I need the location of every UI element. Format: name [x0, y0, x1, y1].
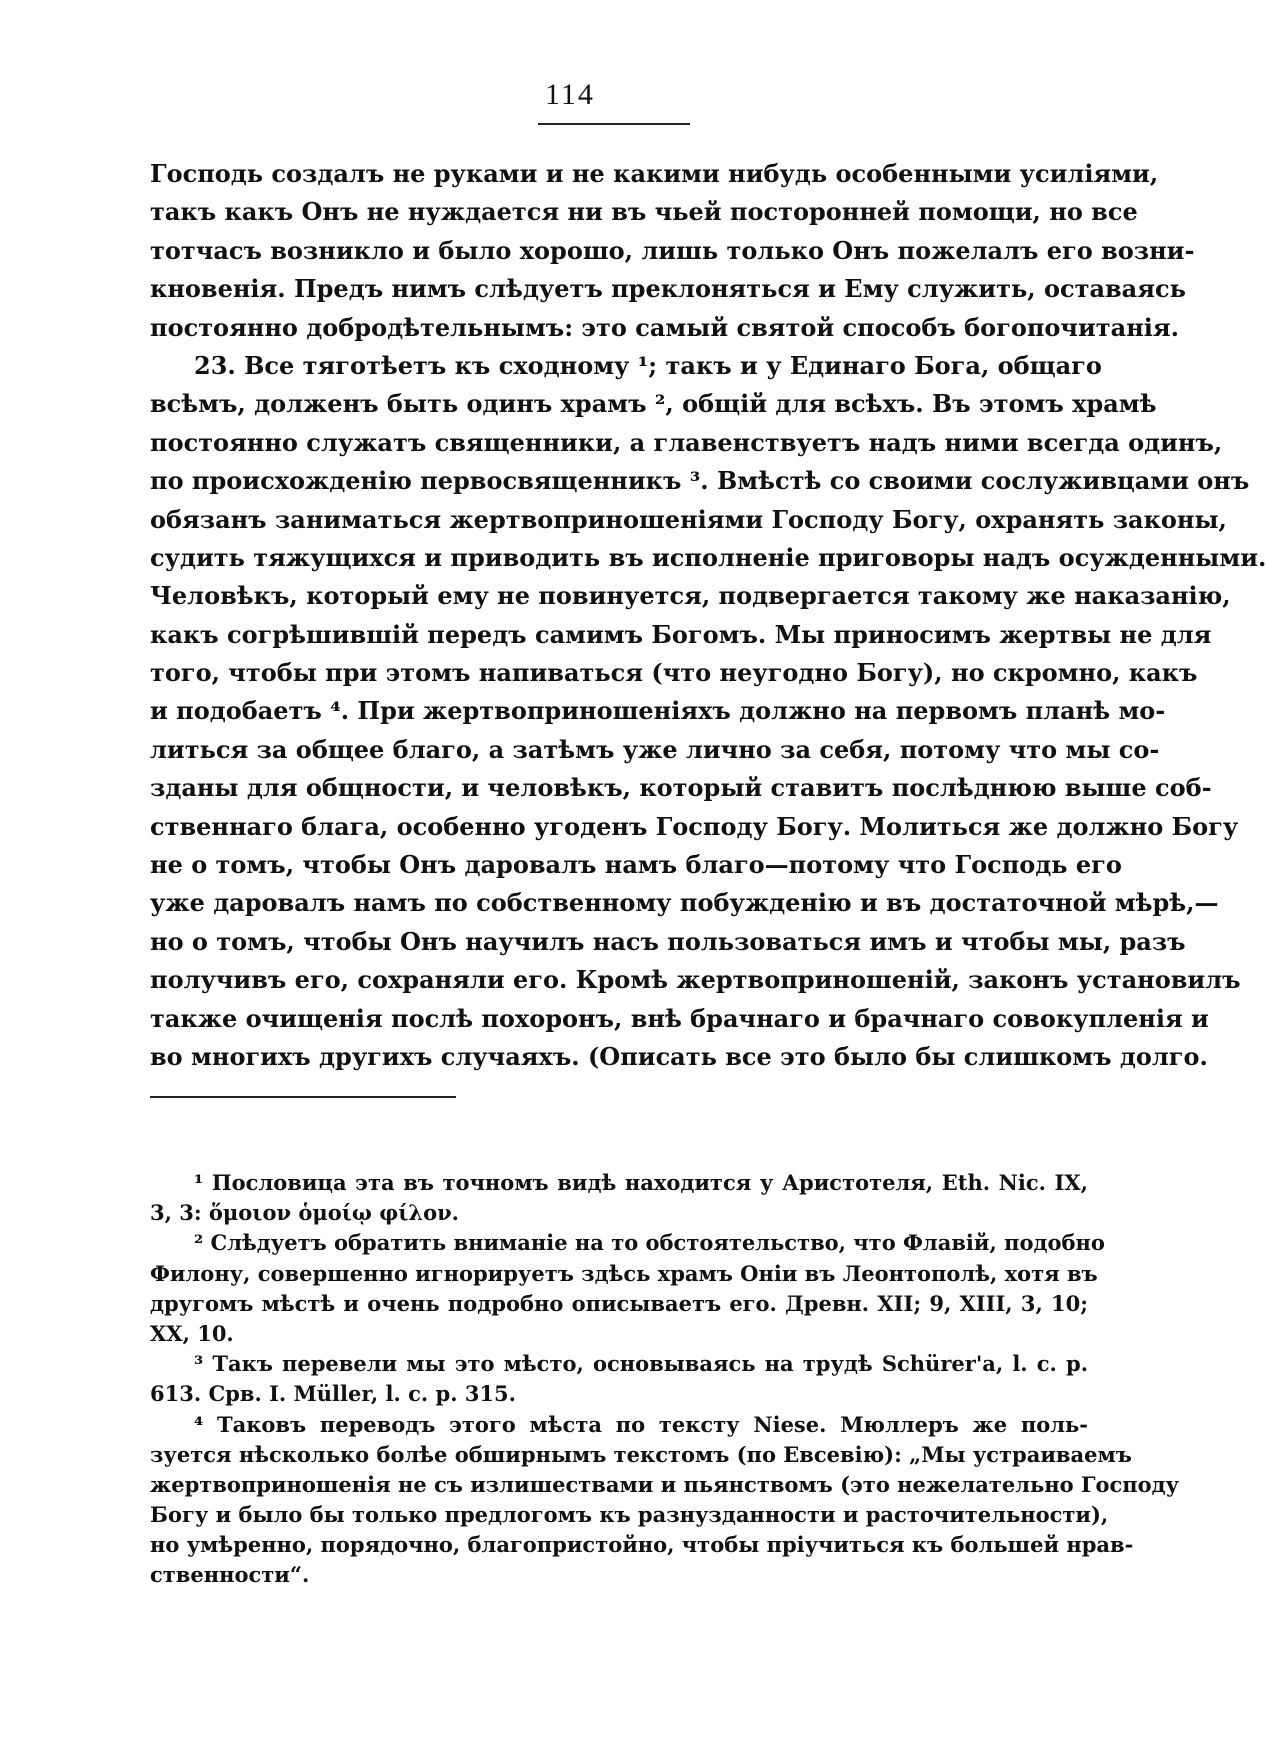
footnote-line: зуется нѣсколько болѣе обширнымъ текстомъ (по Евсевiю): „Мы устраиваемъ: [150, 1441, 1132, 1467]
text-line: кновенiя. Предъ нимъ слѣдуетъ преклоняться и Ему служить, оставаясь: [150, 274, 1186, 304]
page-number-rule: [538, 123, 690, 125]
footnote-line: другомъ мѣстѣ и очень подробно описываетъ его. Древн. XII; 9, XIII, 3, 10;: [150, 1290, 1088, 1316]
text-line: во многихъ другихъ случаяхъ. (Описать все это было бы слишкомъ долго.: [150, 1041, 1208, 1071]
text-line: обязанъ заниматься жертвоприношенiями Господу Богу, охранять законы,: [150, 504, 1227, 534]
text-line: Человѣкъ, который ему не повинуется, подвергается такому же наказанiю,: [150, 581, 1231, 611]
main-text: [150, 155, 1266, 1076]
footnotes: [150, 1168, 1180, 1591]
footnote-line: 3, 3: ὅμοιον ὁμοίῳ φίλον.: [150, 1200, 459, 1226]
text-line: уже даровалъ намъ по собственному побужденiю и въ достаточной мѣрѣ,—: [150, 888, 1219, 918]
text-line: получивъ его, сохраняли его. Кромѣ жертвоприношенiй, законъ установилъ: [150, 965, 1241, 995]
text-line: судить тяжущихся и приводить въ исполненiе приговоры надъ осужденными.: [150, 542, 1266, 572]
footnote-line: жертвоприношенiя не съ излишествами и пьянствомъ (это нежелательно Господу: [150, 1471, 1180, 1497]
text-line: такъ какъ Онъ не нуждается ни въ чьей посторонней помощи, но все: [150, 197, 1138, 227]
footnote-line: 613. Срв. I. Müller, l. c. p. 315.: [150, 1381, 516, 1407]
footnote-line: ственности“.: [150, 1562, 310, 1588]
text-line: зданы для общности, и человѣкъ, который ставитъ послѣднюю выше соб-: [150, 773, 1212, 803]
text-line: и подобаетъ ⁴. При жертвоприношенiяхъ должно на первомъ планѣ мо-: [150, 696, 1166, 726]
text-line: какъ согрѣшившiй передъ самимъ Богомъ. Мы приносимъ жертвы не для: [150, 619, 1212, 649]
text-line: всѣмъ, долженъ быть одинъ храмъ ², общiй для всѣхъ. Въ этомъ храмѣ: [150, 389, 1157, 419]
text-line: того, чтобы при этомъ напиваться (что неугодно Богу), но скромно, какъ: [150, 658, 1198, 688]
text-line: ственнаго блага, особенно угоденъ Господу Богу. Молиться же должно Богу: [150, 811, 1239, 841]
page-number: 114: [545, 78, 595, 111]
footnote-1: ¹ Пословица эта въ точномъ видѣ находится у Аристотеля, Eth. Nic. IX,: [194, 1170, 1088, 1195]
footnote-2: ² Слѣдуетъ обратить вниманiе на то обстоятельство, что Флавiй, подобно: [194, 1230, 1105, 1256]
footnote-line: но умѣренно, порядочно, благопристойно, чтобы прiучиться къ большей нрав-: [150, 1532, 1134, 1558]
text-line: не о томъ, чтобы Онъ даровалъ намъ благо—потому что Господь его: [150, 850, 1122, 880]
footnote-3: ³ Такъ перевели мы это мѣсто, основываясь на трудѣ Schürer'a, l. c. p.: [194, 1351, 1088, 1377]
footnote-line: Богу и было бы только предлогомъ къ разнузданности и расточительности),: [150, 1502, 1109, 1528]
text-line: также очищенiя послѣ похоронъ, внѣ брачнаго и брачнаго совокупленiя и: [150, 1003, 1209, 1033]
text-line: тотчасъ возникло и было хорошо, лишь только Онъ пожелалъ его возни-: [150, 235, 1195, 265]
footnote-4: ⁴ Таковъ переводъ этого мѣста по тексту Niese. Мюллеръ же поль-: [194, 1411, 1088, 1437]
text-line: по происхожденiю первосвященникъ ³. Вмѣстѣ со своими сослуживцами онъ: [150, 466, 1250, 496]
text-line: постоянно добродѣтельнымъ: это самый святой способъ богопочитанiя.: [150, 312, 1179, 342]
footnote-line: XX, 10.: [150, 1320, 234, 1346]
footnote-line: Филону, совершенно игнорируетъ здѣсь храмъ Онiи въ Леонтополѣ, хотя въ: [150, 1260, 1098, 1286]
text-line: литься за общее благо, а затѣмъ уже лично за себя, потому что мы со-: [150, 734, 1160, 764]
text-line: но о томъ, чтобы Онъ научилъ насъ пользоваться имъ и чтобы мы, разъ: [150, 926, 1186, 956]
footnote-separator: [150, 1096, 456, 1098]
text-line: постоянно служатъ священники, а главенствуетъ надъ ними всегда одинъ,: [150, 427, 1223, 457]
section-23-start: 23. Все тяготѣетъ къ сходному ¹; такъ и у Единаго Бога, общаго: [194, 350, 1102, 380]
text-line: Господь создалъ не руками и не какими нибудь особенными усилiями,: [150, 159, 1159, 188]
